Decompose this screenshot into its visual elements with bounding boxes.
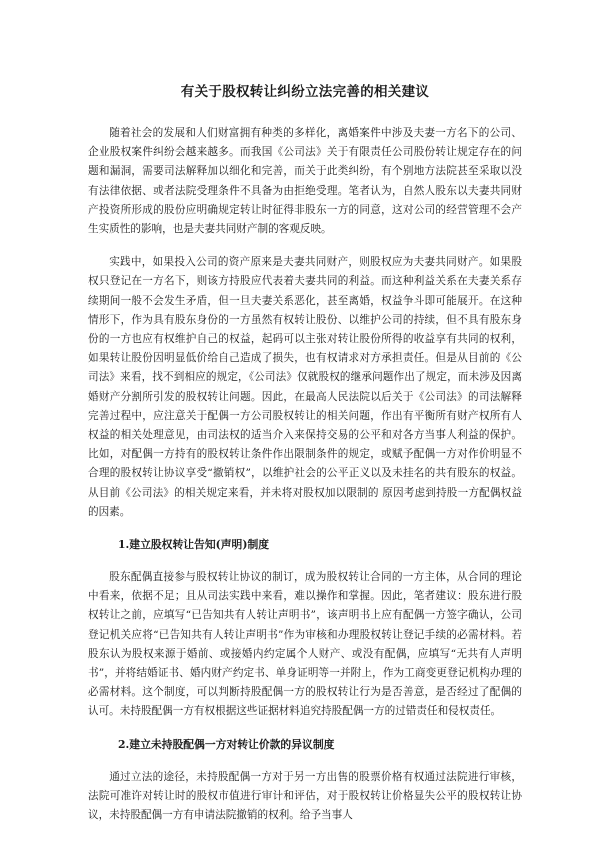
paragraph-practice: 实践中，如果投入公司的资产原来是夫妻共同财产，则股权应为夫妻共同财产。如果股权只登记在一方名下，则该方持股应代表着夫妻共同的利益。而这种利益关系在夫妻关系存续期间一般不会发生矛盾，但一旦夫妻关系恶化，甚至离婚，权益争斗即可能展开。在这种情形下，作为具有股东身份的一方虽然有权转让股份、以维护公司的持续，但不具有股东身份的一方也应有权维护自己的权益，起码可以主张对转让股份所得的收益享有共同的权利，如果转让股份因明显低价给自己造成了损失，也有权请求对方承担责任。但是从目前的《公司法》来看，找不到相应的规定，《公司法》仅就股权的继承问题作出了规定，而未涉及因离婚财产分割所引发的股权转让问题。因此，在最高人民法院以后关于《公司法》的司法解释完善过程中，应注意关于配偶一方公司股权转让的相关问题，作出有平衡所有财产权所有人权益的相关处理意见，由司法权的适当介入来保持交易的公平和对各方当事人利益的保护。比如，对配偶一方持有的股权转让条件作出限制条件的规定，或赋予配偶一方对作价明显不合理的股权转让协议享受“撤销权”，以维护社会的公平正义以及未挂名的共有股东的权益。从目前《公司法》的相关规定来看，并未将对股权加以限制的 原因考虑到持股一方配偶权益的因素。 xyxy=(88,256,522,518)
paragraph-intro: 随着社会的发展和人们财富拥有种类的多样化，离婚案件中涉及夫妻一方名下的公司、企业股权案件纠纷会越来越多。而我国《公司法》关于有限责任公司股份转让规定存在的问题和漏洞，需要司法解释加以细化和完善，而关于此类纠纷，有个别地方法院甚至采取以没有法律依据、或者法院受理条件不具备为由拒绝受理。笔者认为，自然人股东以夫妻共同财产投资所形成的股份应明确规定转让时征得非股东一方的同意，这对公司的经营管理不会产生实质性的影响，也是夫妻共同财产制的客观反映。 xyxy=(88,127,522,236)
section-heading-1: 1.建立股权转让告知(声明)制度 xyxy=(118,538,270,552)
paragraph-objection-system: 通过立法的途径，未持股配偶一方对于另一方出售的股票价格有权通过法院进行审核，法院可准许对转让时的股权市值进行审计和评估，对于股权转让价格显失公平的股权转让协议，未持股配偶一方有申请法院撤销的权利。给予当事人 xyxy=(88,770,522,822)
document-title: 有关于股权转让纠纷立法完善的相关建议 xyxy=(180,84,430,100)
section-heading-2: 2.建立未持股配偶一方对转让价款的异议制度 xyxy=(118,737,335,751)
paragraph-notice-system: 股东配偶直接参与股权转让协议的制订，成为股权转让合同的一方主体，从合同的理论中看来，依据不足；且从司法实践中来看，难以操作和掌握。因此，笔者建议：股东进行股权转让之前，应填写“已告知共有人转让声明书”，该声明书上应有配偶一方签字确认，公司登记机关应将“已告知共有人转让声明书”作为审核和办理股权转让登记手续的必需材料。若股东认为股权来源于婚前、或接婚内约定属个人财产、或没有配偶，应填写“无共有人声明书”，并将结婚证书、婚内财产约定书、单身证明等一并附上，作为工商变更登记机构办理的必需材料。这个制度，可以判断持股配偶一方的股权转让行为是否善意，是否经过了配偶的认可。未持股配偶一方有权根据这些证据材料追究持股配偶一方的过错责任和侵权责任。 xyxy=(88,571,522,718)
